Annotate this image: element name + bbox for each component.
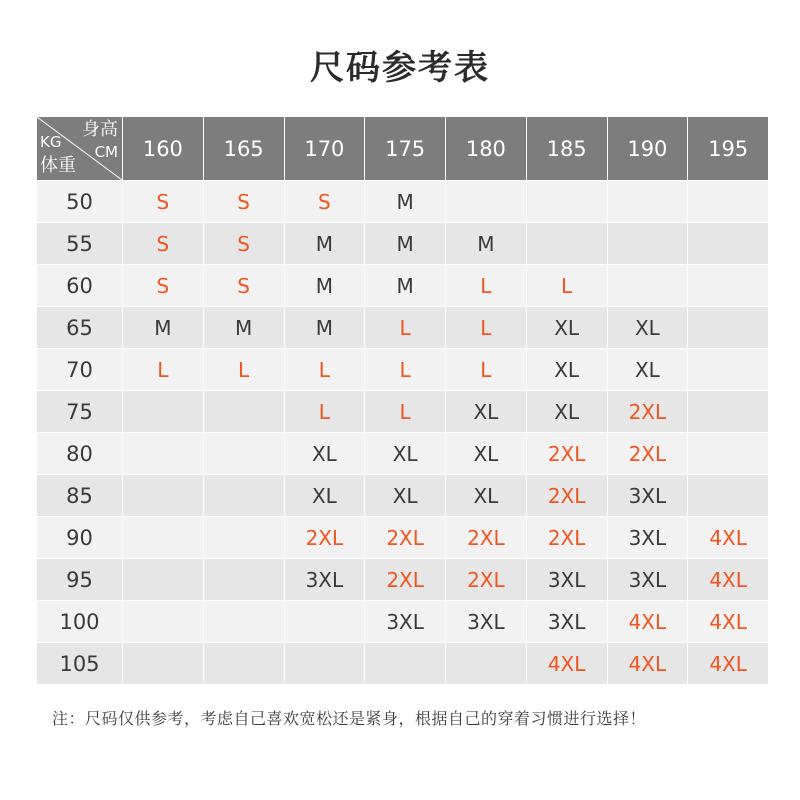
height-header-cell: 175: [365, 117, 446, 181]
weight-cell: 95: [37, 559, 123, 601]
size-cell: XL: [446, 475, 527, 517]
table-row: [37, 475, 769, 517]
size-cell: 2XL: [527, 433, 608, 475]
weight-cell: 50: [37, 181, 123, 223]
height-header-cell: 195: [688, 117, 769, 181]
weight-cell: 80: [37, 433, 123, 475]
size-cell: 2XL: [527, 517, 608, 559]
corner-header-cell: [37, 117, 123, 181]
size-cell: M: [285, 307, 366, 349]
table-row: [37, 559, 769, 601]
size-cell: 4XL: [608, 601, 689, 643]
size-cell: XL: [527, 391, 608, 433]
size-cell: XL: [446, 433, 527, 475]
size-cell: S: [123, 181, 204, 223]
size-cell: [688, 433, 769, 475]
size-cell: [608, 181, 689, 223]
size-cell: XL: [527, 349, 608, 391]
size-cell: S: [204, 181, 285, 223]
size-cell: [123, 433, 204, 475]
size-cell: [688, 307, 769, 349]
table-row: [37, 517, 769, 559]
size-cell: S: [204, 223, 285, 265]
size-cell: [446, 181, 527, 223]
weight-cell: 75: [37, 391, 123, 433]
size-cell: 3XL: [285, 559, 366, 601]
size-cell: 2XL: [446, 559, 527, 601]
size-cell: L: [285, 349, 366, 391]
size-cell: 2XL: [608, 391, 689, 433]
size-cell: 4XL: [527, 643, 608, 685]
size-cell: [285, 643, 366, 685]
size-cell: L: [446, 349, 527, 391]
size-cell: L: [446, 307, 527, 349]
footnote: 注：尺码仅供参考，考虑自己喜欢宽松还是紧身，根据自己的穿着习惯进行选择！: [52, 709, 647, 728]
table-row: [37, 349, 769, 391]
size-cell: [123, 559, 204, 601]
size-cell: L: [446, 265, 527, 307]
size-cell: 4XL: [688, 643, 769, 685]
size-cell: XL: [608, 307, 689, 349]
size-cell: S: [123, 265, 204, 307]
size-cell: L: [285, 391, 366, 433]
size-cell: 4XL: [688, 517, 769, 559]
size-cell: [688, 349, 769, 391]
size-cell: S: [285, 181, 366, 223]
size-cell: L: [365, 349, 446, 391]
size-cell: 2XL: [446, 517, 527, 559]
size-cell: [608, 265, 689, 307]
size-cell: [204, 391, 285, 433]
size-cell: [365, 643, 446, 685]
weight-cell: 100: [37, 601, 123, 643]
size-cell: [123, 391, 204, 433]
size-cell: L: [123, 349, 204, 391]
height-header-cell: 185: [527, 117, 608, 181]
size-cell: [204, 433, 285, 475]
size-cell: 2XL: [527, 475, 608, 517]
weight-cell: 55: [37, 223, 123, 265]
size-cell: XL: [285, 475, 366, 517]
size-cell: S: [204, 265, 285, 307]
size-cell: 4XL: [688, 559, 769, 601]
size-cell: [204, 517, 285, 559]
table-body: [37, 181, 769, 685]
size-cell: 2XL: [608, 433, 689, 475]
size-cell: [285, 601, 366, 643]
size-cell: XL: [446, 391, 527, 433]
table-row: [37, 433, 769, 475]
size-cell: [204, 475, 285, 517]
size-cell: [527, 223, 608, 265]
size-cell: [527, 181, 608, 223]
size-cell: 3XL: [608, 517, 689, 559]
size-cell: [688, 223, 769, 265]
size-cell: XL: [285, 433, 366, 475]
weight-cell: 90: [37, 517, 123, 559]
height-header-cell: 190: [608, 117, 689, 181]
size-cell: [688, 475, 769, 517]
size-cell: 3XL: [365, 601, 446, 643]
size-cell: L: [527, 265, 608, 307]
page-title: 尺码参考表: [310, 48, 490, 88]
size-cell: M: [365, 223, 446, 265]
weight-cell: 70: [37, 349, 123, 391]
size-cell: L: [365, 307, 446, 349]
size-cell: 2XL: [365, 517, 446, 559]
weight-cell: 65: [37, 307, 123, 349]
size-cell: XL: [608, 349, 689, 391]
size-cell: [123, 517, 204, 559]
weight-cell: 105: [37, 643, 123, 685]
weight-cell: 60: [37, 265, 123, 307]
size-cell: 2XL: [365, 559, 446, 601]
table-row: [37, 223, 769, 265]
size-cell: [204, 643, 285, 685]
size-cell: 4XL: [688, 601, 769, 643]
size-cell: 3XL: [608, 475, 689, 517]
size-cell: L: [365, 391, 446, 433]
size-cell: XL: [365, 475, 446, 517]
size-cell: 3XL: [527, 601, 608, 643]
size-cell: [123, 601, 204, 643]
table-row: [37, 307, 769, 349]
size-cell: M: [204, 307, 285, 349]
size-cell: 3XL: [608, 559, 689, 601]
height-header-cell: 180: [446, 117, 527, 181]
size-cell: 3XL: [446, 601, 527, 643]
weight-axis-label: 体重: [40, 155, 76, 176]
size-cell: XL: [365, 433, 446, 475]
size-cell: 2XL: [285, 517, 366, 559]
size-cell: M: [365, 181, 446, 223]
size-cell: [608, 223, 689, 265]
table-row: [37, 265, 769, 307]
size-cell: S: [123, 223, 204, 265]
weight-cell: 85: [37, 475, 123, 517]
size-cell: [204, 601, 285, 643]
size-cell: L: [204, 349, 285, 391]
height-header-cell: 170: [285, 117, 366, 181]
height-axis-label: 身高: [82, 119, 118, 140]
size-cell: 3XL: [527, 559, 608, 601]
size-cell: [123, 643, 204, 685]
table-row: [37, 391, 769, 433]
size-cell: [204, 559, 285, 601]
size-cell: [688, 181, 769, 223]
size-cell: [688, 265, 769, 307]
table-row: [37, 643, 769, 685]
size-cell: M: [123, 307, 204, 349]
size-cell: [688, 391, 769, 433]
table-row: [37, 601, 769, 643]
size-cell: [446, 643, 527, 685]
height-header-cell: 160: [123, 117, 204, 181]
size-cell: M: [446, 223, 527, 265]
cm-unit-label: CM: [94, 143, 118, 161]
size-cell: 4XL: [608, 643, 689, 685]
kg-unit-label: KG: [40, 133, 62, 151]
size-cell: XL: [527, 307, 608, 349]
size-chart-table: [37, 117, 769, 685]
size-cell: M: [365, 265, 446, 307]
size-cell: M: [285, 223, 366, 265]
height-header-cell: 165: [204, 117, 285, 181]
table-row: [37, 181, 769, 223]
size-cell: [123, 475, 204, 517]
table-header-row: [37, 117, 769, 181]
size-cell: M: [285, 265, 366, 307]
